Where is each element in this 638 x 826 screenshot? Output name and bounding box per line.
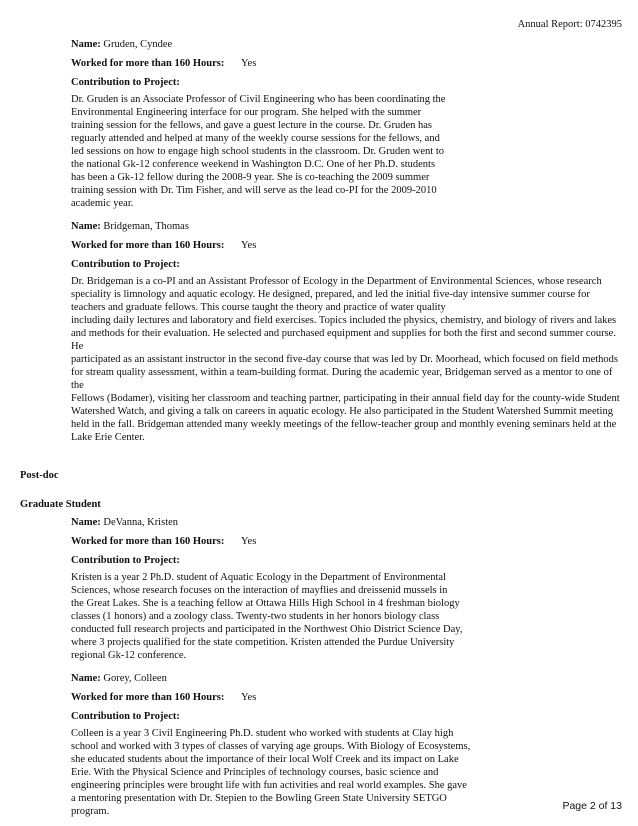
contribution-line: Lake Erie Center. xyxy=(71,432,145,443)
contribution-line: a mentoring presentation with Dr. Stepien to the Bowling Green State University SETGO xyxy=(71,793,447,804)
person-entry xyxy=(71,516,622,662)
worked-hours-value: Yes xyxy=(241,58,257,69)
worked-hours-label: Worked for more than 160 Hours: xyxy=(71,240,225,251)
contribution-line: speciality is limnology and aquatic ecology. He designed, prepared, and led the initial five-day intensive summer course for xyxy=(71,289,590,300)
contribution-line: Dr. Bridgeman is a co-PI and an Assistant Professor of Ecology in the Department of Environmental Sciences, whose research xyxy=(71,276,602,287)
worked-hours-row xyxy=(71,239,622,252)
contribution-line: Sciences, whose research focuses on the interaction of mayflies and dreissenid mussels in xyxy=(71,585,448,596)
worked-hours-row xyxy=(71,535,622,548)
contribution-line: Kristen is a year 2 Ph.D. student of Aquatic Ecology in the Department of Environmental xyxy=(71,572,446,583)
name-field xyxy=(71,220,622,233)
worked-hours-label: Worked for more than 160 Hours: xyxy=(71,692,225,703)
report-header: Annual Report: 0742395 xyxy=(517,19,622,30)
contribution-text xyxy=(71,571,622,662)
worked-hours-value: Yes xyxy=(241,240,257,251)
page-number: Page 2 of 13 xyxy=(562,800,622,812)
contribution-line: reguarly attended and helped at many of the weekly course sessions for the fellows, and xyxy=(71,133,440,144)
contribution-line: Erie. With the Physical Science and Principles of technology courses, basic science and xyxy=(71,767,439,778)
contribution-line: He xyxy=(71,341,84,352)
person-entry xyxy=(71,672,622,818)
contribution-line: and methods for their evaluation. He selected and purchased equipment and supplies for both the first and second summer course. xyxy=(71,328,616,339)
contribution-line: Fellows (Bodamer), visiting her classroom and teaching partner, participating in their annual field day for the county-wide Student xyxy=(71,393,620,404)
contribution-line: training session with Dr. Tim Fisher, and will serve as the lead co-PI for the 2009-2010 xyxy=(71,185,437,196)
contribution-line: engineering principles were brought life with fun activities and real world examples. She gave xyxy=(71,780,467,791)
contribution-line: held in the fall. Bridgeman attended many weekly meetings of the fellow-teacher group and monthly evening seminars held at the xyxy=(71,419,617,430)
contribution-line: regional Gk-12 conference. xyxy=(71,650,187,661)
contribution-line: the xyxy=(71,380,84,391)
contribution-text xyxy=(71,275,622,444)
name-label: Name: xyxy=(71,221,101,232)
contribution-text xyxy=(71,727,622,818)
contribution-label: Contribution to Project: xyxy=(71,711,180,722)
contribution-line: participated as an assistant instructor in the second five-day course that was led by Dr. Moorhead, which focused on field methods xyxy=(71,354,619,365)
contribution-line: classes (1 honors) and a zoology class. Twenty-two students in her honors biology class xyxy=(71,611,440,622)
contribution-line: the Great Lakes. She is a teaching fellow at Ottawa Hills High School in 4 freshman biology xyxy=(71,598,460,609)
person-name: DeVanna, Kristen xyxy=(103,517,179,528)
report-content xyxy=(0,38,638,818)
contribution-line: Watershed Watch, and giving a talk on careers in aquatic ecology. He also participated in the Student Watershed Summit meeting xyxy=(71,406,613,417)
name-label: Name: xyxy=(71,39,101,50)
contribution-line: program. xyxy=(71,806,110,817)
contribution-line: school and worked with 3 types of classes of varying age groups. With Biology of Ecosystems, xyxy=(71,741,471,752)
section-heading-postdoc: Post-doc xyxy=(20,470,59,481)
worked-hours-value: Yes xyxy=(241,536,257,547)
contribution-text xyxy=(71,93,622,210)
contribution-line: where 3 projects qualified for the state competition. Kristen attended the Purdue University xyxy=(71,637,455,648)
contribution-line: training session for the fellows, and gave a guest lecture in the course. Dr. Gruden has xyxy=(71,120,432,131)
person-entry xyxy=(71,220,622,444)
contribution-line: she educated students about the importance of their local Wolf Creek and its impact on Lake xyxy=(71,754,459,765)
person-name: Gruden, Cyndee xyxy=(103,39,173,50)
person-name: Bridgeman, Thomas xyxy=(103,221,189,232)
name-field xyxy=(71,38,622,51)
worked-hours-label: Worked for more than 160 Hours: xyxy=(71,536,225,547)
worked-hours-label: Worked for more than 160 Hours: xyxy=(71,58,225,69)
contribution-line: for stream quality assessment, within a team-building format. During the academic year, Bridgeman served as a mentor to one of xyxy=(71,367,613,378)
contribution-label: Contribution to Project: xyxy=(71,77,180,88)
name-field xyxy=(71,516,622,529)
contribution-line: Colleen is a year 3 Civil Engineering Ph.D. student who worked with students at Clay high xyxy=(71,728,454,739)
contribution-line: has been a Gk-12 fellow during the 2008-9 year. She is co-teaching the 2009 summer xyxy=(71,172,430,183)
worked-hours-row xyxy=(71,57,622,70)
name-label: Name: xyxy=(71,673,101,684)
contribution-line: conducted full research projects and participated in the Northwest Ohio District Science Day, xyxy=(71,624,463,635)
name-label: Name: xyxy=(71,517,101,528)
worked-hours-row xyxy=(71,691,622,704)
contribution-line: Dr. Gruden is an Associate Professor of Civil Engineering who has been coordinating the xyxy=(71,94,446,105)
contribution-line: teachers and graduate fellows. This course taught the theory and practice of water quality xyxy=(71,302,446,313)
person-name: Gorey, Colleen xyxy=(103,673,167,684)
contribution-label: Contribution to Project: xyxy=(71,259,180,270)
contribution-line: Environmental Engineering interface for our program. She helped with the summer xyxy=(71,107,422,118)
name-field xyxy=(71,672,622,685)
person-entry xyxy=(71,38,622,210)
contribution-line: the national Gk-12 conference weekend in Washington D.C. One of her Ph.D. students xyxy=(71,159,436,170)
contribution-line: academic year. xyxy=(71,198,134,209)
contribution-line: led sessions on how to engage high school students in the classroom. Dr. Gruden went to xyxy=(71,146,444,157)
contribution-line: including daily lectures and laboratory and field exercises. Topics included the physics, chemistry, and biology of rivers and lakes xyxy=(71,315,617,326)
section-heading-graduate: Graduate Student xyxy=(20,499,101,510)
contribution-label: Contribution to Project: xyxy=(71,555,180,566)
worked-hours-value: Yes xyxy=(241,692,257,703)
